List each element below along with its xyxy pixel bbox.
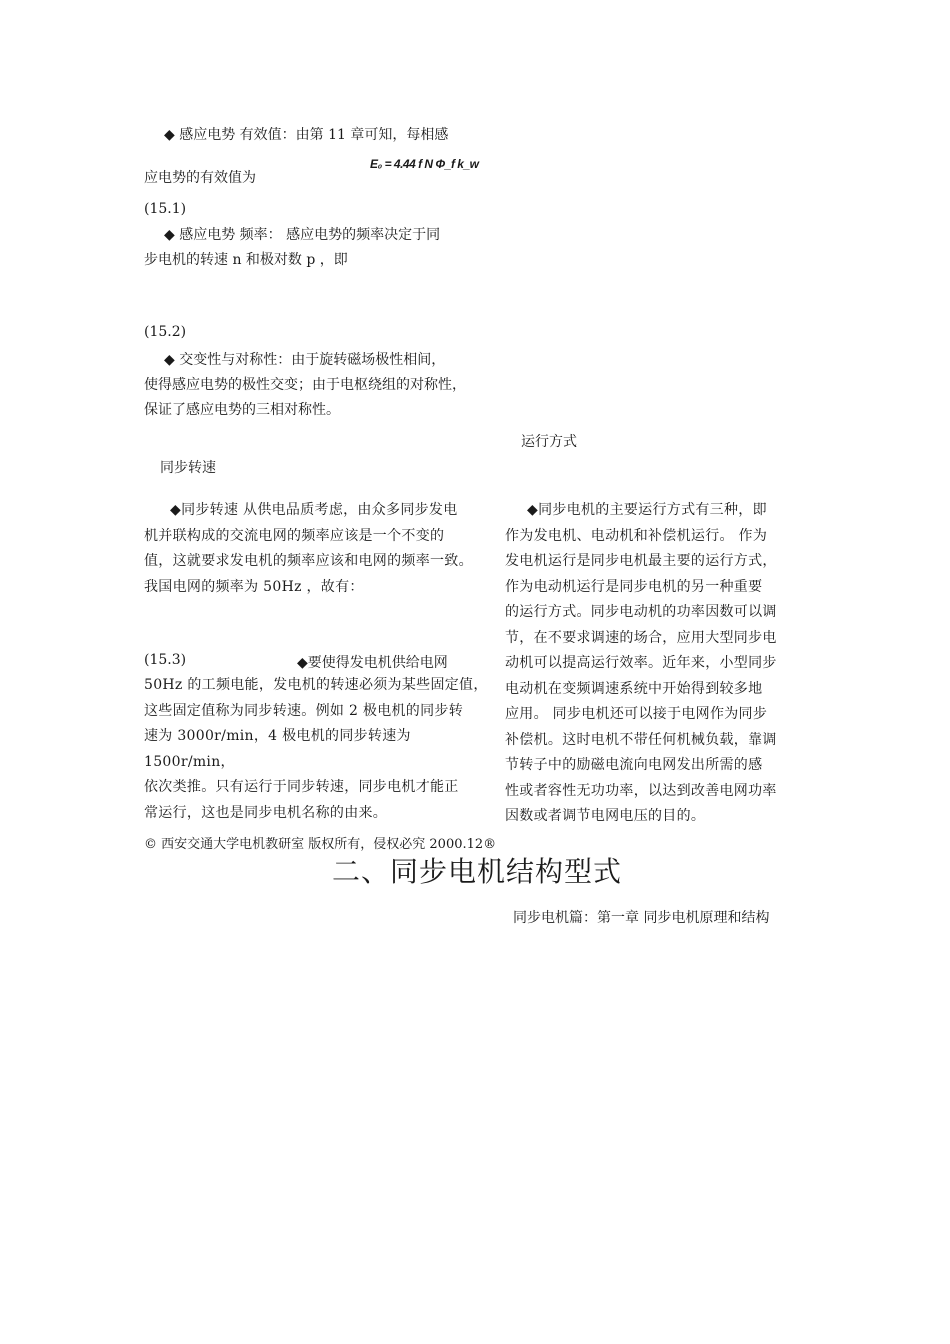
formula-emf-rms: E₀ = 4.44 f N Φ_f k_w xyxy=(370,157,479,171)
sync-speed-p2-line: 依次类推。只有运行于同步转速，同步电机才能正 xyxy=(144,779,459,795)
operation-mode-heading: 运行方式 xyxy=(521,434,577,450)
alternation-symmetry-line-3: 保证了感应电势的三相对称性。 xyxy=(144,402,340,418)
operation-mode-line: 发电机运行是同步电机最主要的运行方式， xyxy=(505,553,777,569)
operation-mode-line: ◆同步电机的主要运行方式有三种，即 xyxy=(527,502,767,518)
sync-speed-p1-line: 值，这就要求发电机的频率应该和电网的频率一致。 xyxy=(144,553,473,569)
copyright-notice: © 西安交通大学电机教研室 版权所有，侵权必究 2000.12® xyxy=(144,837,497,852)
operation-mode-line: 性或者容性无功功率，以达到改善电网功率 xyxy=(505,782,777,799)
operation-mode-line: 节转子中的励磁电流向电网发出所需的感 xyxy=(505,757,763,773)
sync-speed-p1-line: 我国电网的频率为 50Hz ，故有： xyxy=(144,578,364,595)
sync-speed-p2-line: 50Hz 的工频电能，发电机的转速必须为某些固定值， xyxy=(144,677,488,693)
chapter-footer: 同步电机篇：第一章 同步电机原理和结构 xyxy=(513,910,770,926)
alternation-symmetry-line-1: ◆ 交变性与对称性：由于旋转磁场极性相间， xyxy=(164,352,446,368)
sync-speed-heading: 同步转速 xyxy=(160,460,216,476)
alternation-symmetry-line-2: 使得感应电势的极性交变；由于电枢绕组的对称性， xyxy=(144,377,466,393)
emf-value-line-2: 应电势的有效值为 xyxy=(144,170,256,186)
sync-speed-p1-line: 机并联构成的交流电网的频率应该是一个不变的 xyxy=(144,527,445,544)
operation-mode-line: 电动机在变频调速系统中开始得到较多地 xyxy=(505,680,763,697)
operation-mode-line: 因数或者调节电网电压的目的。 xyxy=(505,808,706,824)
operation-mode-line: 作为发电机、电动机和补偿机运行。 作为 xyxy=(505,527,768,544)
sync-speed-paragraph-2 xyxy=(144,673,500,826)
sync-speed-p1-line: ◆同步转速 从供电品质考虑，由众多同步发电 xyxy=(170,502,458,518)
equation-number-15-1: (15.1) xyxy=(144,201,187,217)
section-title: 二、同步电机结构型式 xyxy=(332,855,623,888)
operation-mode-paragraph xyxy=(505,498,815,830)
emf-value-line-1: ◆ 感应电势 有效值：由第 11 章可知，每相感 xyxy=(164,127,449,143)
sync-speed-paragraph-1 xyxy=(144,498,500,600)
operation-mode-line: 应用。 同步电机还可以接于电网作为同步 xyxy=(505,706,768,722)
emf-frequency-line-1: ◆ 感应电势 频率： 感应电势的频率决定于同 xyxy=(164,227,441,243)
sync-speed-p2-line: 常运行，这也是同步电机名称的由来。 xyxy=(144,804,388,821)
operation-mode-line: 节，在不要求调速的场合，应用大型同步电 xyxy=(505,629,777,646)
operation-mode-line: 动机可以提高运行效率。近年来，小型同步 xyxy=(505,655,777,671)
operation-mode-line: 补偿机。这时电机不带任何机械负载，靠调 xyxy=(505,731,777,748)
operation-mode-line: 的运行方式。同步电动机的功率因数可以调 xyxy=(505,604,777,620)
emf-frequency-line-2: 步电机的转速 n 和极对数 p ，即 xyxy=(144,252,348,268)
sync-speed-p2-first-line: ◆要使得发电机供给电网 xyxy=(297,655,448,671)
sync-speed-p2-line: 速为 3000r/min，4 极电机的同步转速为 1500r/min， xyxy=(144,728,411,770)
equation-number-15-2: (15.2) xyxy=(144,324,187,340)
sync-speed-p2-line: 这些固定值称为同步转速。例如 2 极电机的同步转 xyxy=(144,702,464,719)
equation-number-15-3: (15.3) xyxy=(144,652,187,668)
operation-mode-line: 作为电动机运行是同步电机的另一种重要 xyxy=(505,578,763,595)
